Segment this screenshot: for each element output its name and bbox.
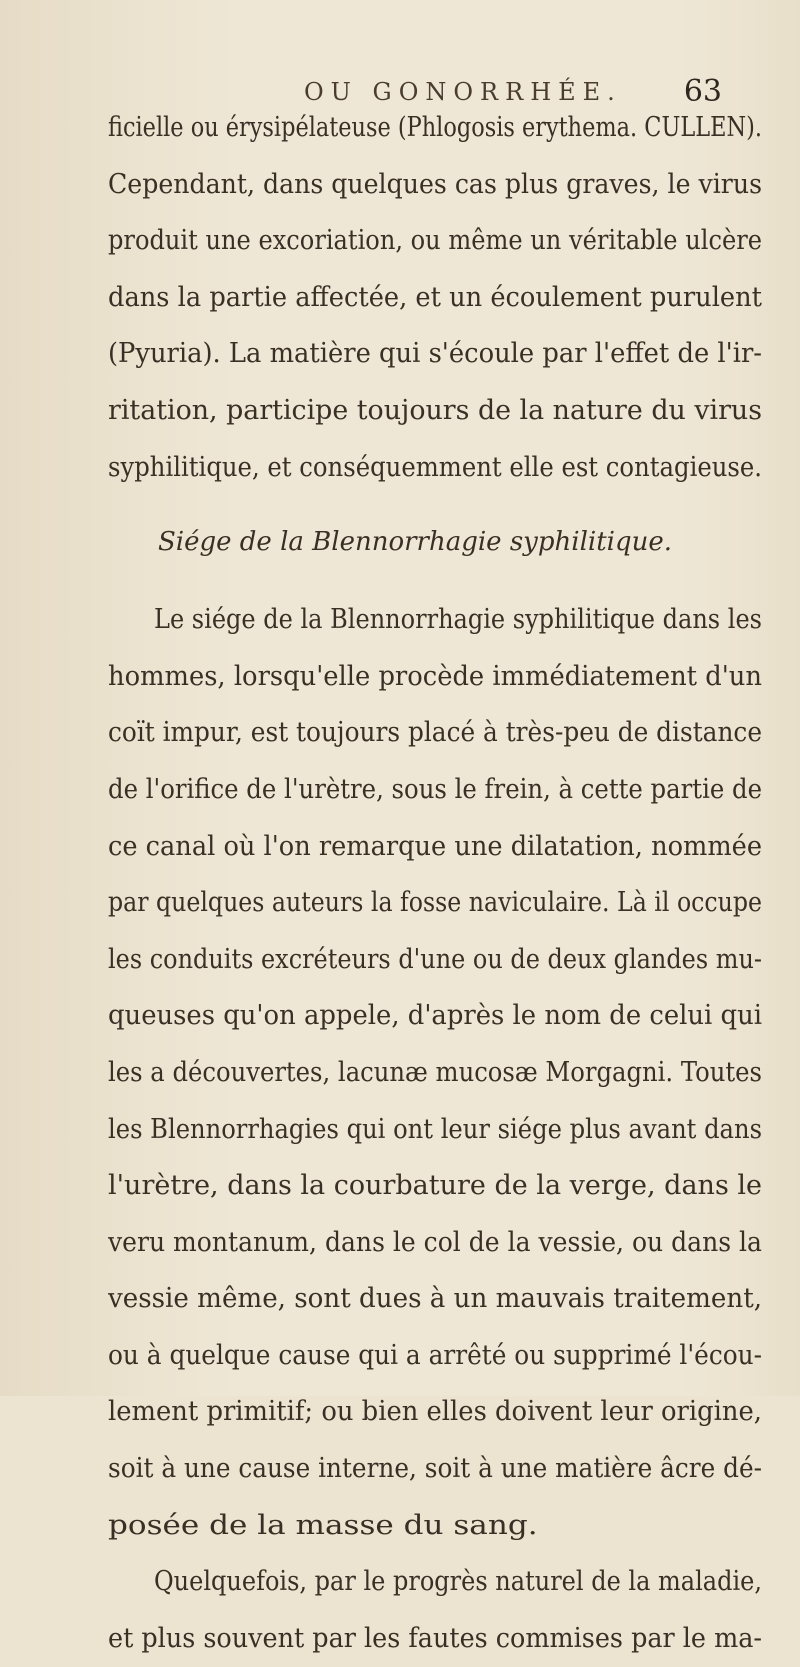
text-line: les Blennorrhagies qui ont leur siége plus avant dans	[108, 1113, 762, 1145]
text-line: l'urètre, dans la courbature de la verge, dans le	[108, 1170, 762, 1202]
paragraph	[108, 592, 762, 1554]
text-line: posée de la masse du sang.	[108, 1509, 538, 1541]
section-heading: Siége de la Blennorrhagie syphilitique.	[157, 527, 673, 558]
text-line: de l'orifice de l'urètre, sous le frein, à cette partie de	[108, 773, 762, 805]
text-line: hommes, lorsqu'elle procède immédiatement d'un	[108, 660, 762, 692]
text-line: les a découvertes, lacunæ mucosæ Morgagni. Toutes	[108, 1056, 762, 1088]
text-line: vessie même, sont dues à un mauvais traitement,	[108, 1283, 762, 1315]
text-line: Cependant, dans quelques cas plus graves, le virus	[108, 168, 762, 200]
text-line: ce canal où l'on remarque une dilatation, nommée	[108, 830, 762, 862]
paragraph	[108, 1554, 762, 1667]
text-line: soit à une cause interne, soit à une matière âcre dé-	[108, 1453, 762, 1485]
text-line: veru montanum, dans le col de la vessie, ou dans la	[108, 1226, 762, 1258]
paragraph	[108, 100, 762, 496]
text-line: par quelques auteurs la fosse naviculaire. Là il occupe	[108, 887, 762, 919]
text-line: et plus souvent par les fautes commises par le ma-	[108, 1622, 762, 1654]
page-number: 63	[683, 74, 722, 109]
text-line: ou à quelque cause qui a arrêté ou supprimé l'écou-	[108, 1339, 762, 1371]
running-head	[108, 0, 762, 109]
body-text	[108, 100, 762, 1667]
text-line: lement primitif; ou bien elles doivent leur origine,	[108, 1396, 762, 1428]
text-line: queuses qu'on appele, d'après le nom de celui qui	[108, 1000, 762, 1032]
text-line: dans la partie affectée, et un écoulement purulent	[108, 281, 762, 313]
text-line: ritation, participe toujours de la nature du virus	[108, 394, 762, 426]
text-line: syphilitique, et conséquemment elle est contagieuse.	[108, 451, 762, 483]
running-title: OU GONORRHÉE.	[304, 78, 622, 106]
text-line: coït impur, est toujours placé à très-peu de distance	[108, 717, 762, 749]
text-line: Le siége de la Blennorrhagie syphilitique dans les	[154, 604, 762, 636]
text-line: Quelquefois, par le progrès naturel de la maladie,	[154, 1566, 762, 1598]
text-line: les conduits excréteurs d'une ou de deux glandes mu-	[108, 943, 762, 975]
text-line: produit une excoriation, ou même un véritable ulcère	[108, 225, 762, 257]
text-line: ficielle ou érysipélateuse (Phlogosis erythema. CULLEN).	[108, 112, 762, 143]
text-line: (Pyuria). La matière qui s'écoule par l'effet de l'ir-	[108, 338, 762, 370]
